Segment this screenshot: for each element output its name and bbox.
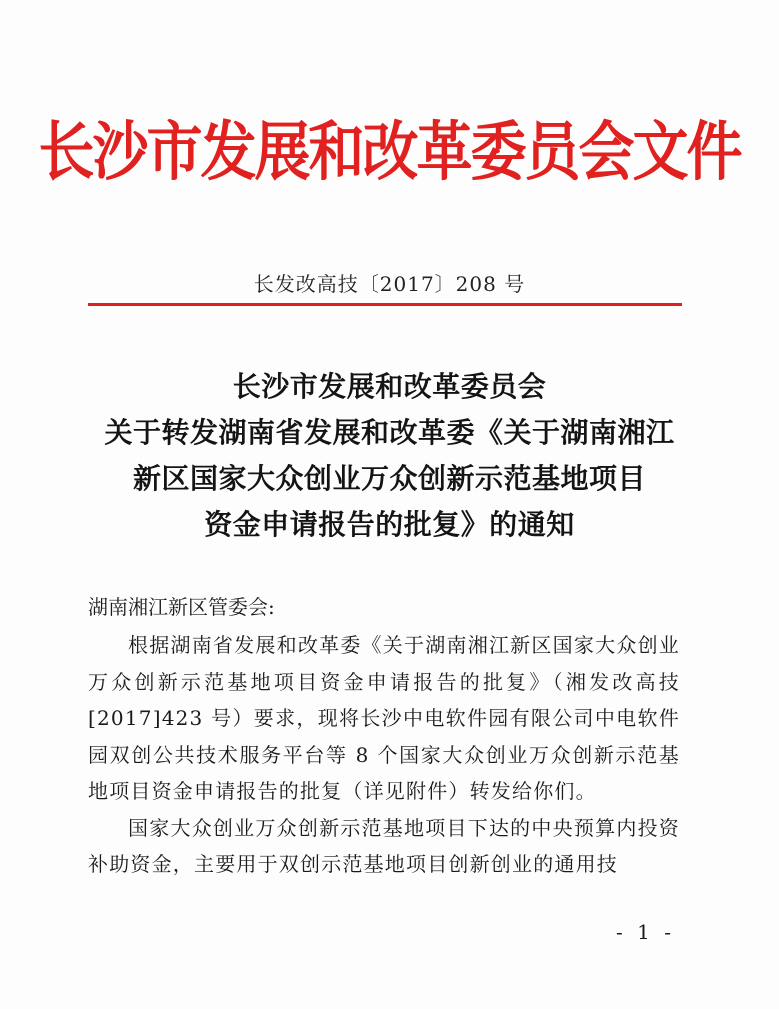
body-text xyxy=(88,627,680,883)
paragraph-1: 根据湖南省发展和改革委《关于湖南湘江新区国家大众创业万众创新示范基地项目资金申请报告的批复》（湘发改高技[2017]423 号）要求，现将长沙中电软件园有限公司中电软件园双创公共技术服务平台等 8 个国家大众创业万众创新示范基地项目资金申请报告的批复（详见附件）转发给你们。 xyxy=(88,633,680,803)
addressee: 湖南湘江新区管委会: xyxy=(88,595,275,619)
red-divider-line xyxy=(88,303,682,306)
notice-title xyxy=(0,364,779,548)
page-number: - 1 - xyxy=(616,920,675,944)
title-line-4: 资金申请报告的批复》的通知 xyxy=(204,508,575,541)
title-line-2: 关于转发湖南省发展和改革委《关于湖南湘江 xyxy=(104,416,675,449)
title-line-1: 长沙市发展和改革委员会 xyxy=(232,370,547,403)
document-number: 长发改高技〔2017〕208 号 xyxy=(253,272,526,296)
title-line-3: 新区国家大众创业万众创新示范基地项目 xyxy=(132,462,646,495)
org-header-title: 长沙市发展和改革委员会文件 xyxy=(38,114,741,190)
paragraph-2: 国家大众创业万众创新示范基地项目下达的中央预算内投资补助资金，主要用于双创示范基地项目创新创业的通用技 xyxy=(88,815,680,876)
